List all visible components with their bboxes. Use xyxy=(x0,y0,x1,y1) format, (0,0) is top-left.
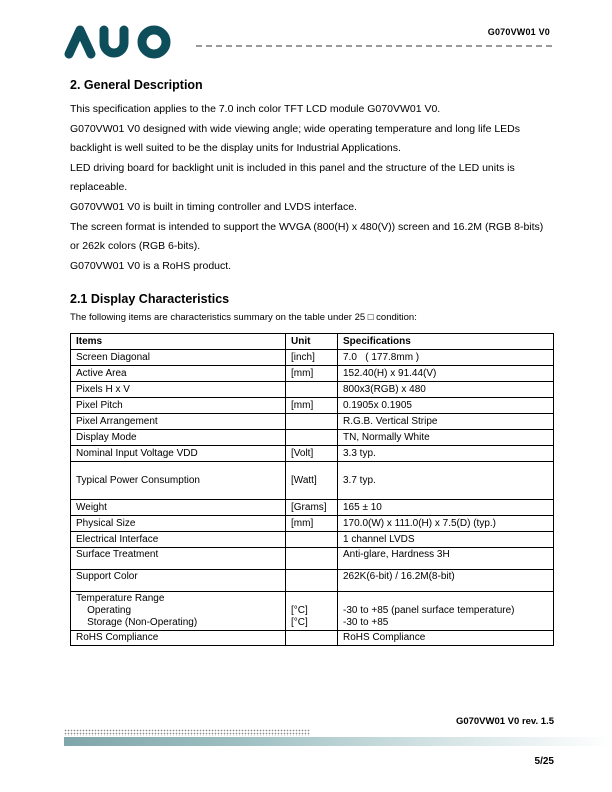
item-cell xyxy=(71,446,286,462)
unit-cell xyxy=(286,398,338,414)
item-cell xyxy=(71,430,286,446)
table-row xyxy=(71,430,554,446)
spec-cell xyxy=(338,430,554,446)
spec-cell xyxy=(338,382,554,398)
item-cell xyxy=(71,516,286,532)
table-row xyxy=(71,382,554,398)
spec-cell xyxy=(338,631,554,646)
item-cell xyxy=(71,532,286,548)
cell-line: Anti-glare, Hardness 3H xyxy=(343,549,450,560)
cell-line: [°C] xyxy=(291,605,308,616)
spec-cell xyxy=(338,398,554,414)
table-row xyxy=(71,350,554,366)
table-row xyxy=(71,414,554,430)
item-cell xyxy=(71,500,286,516)
cell-line: Nominal Input Voltage VDD xyxy=(76,447,198,459)
unit-cell xyxy=(286,548,338,570)
spec-table xyxy=(70,333,554,646)
cell-line: 0.1905x 0.1905 xyxy=(343,399,412,411)
unit-cell xyxy=(286,516,338,532)
unit-cell xyxy=(286,350,338,366)
cell-line: Weight xyxy=(76,501,107,513)
table-row xyxy=(71,366,554,382)
cell-line: Temperature Range xyxy=(76,593,165,604)
spec-table-body xyxy=(71,350,554,646)
item-cell xyxy=(71,398,286,414)
item-cell xyxy=(71,570,286,592)
cell-line: RoHS Compliance xyxy=(76,632,159,643)
table-row xyxy=(71,446,554,462)
cell-line: [Grams] xyxy=(291,501,327,513)
unit-cell xyxy=(286,592,338,631)
auo-logo-icon xyxy=(62,24,174,60)
header-divider xyxy=(196,45,552,47)
cell-line: 262K(6-bit) / 16.2M(8-bit) xyxy=(343,571,455,582)
cell-line xyxy=(291,632,332,644)
item-cell xyxy=(71,350,286,366)
cell-line: 7.0 ( 177.8mm ) xyxy=(343,351,420,363)
item-cell xyxy=(71,366,286,382)
cell-line: [°C] xyxy=(291,617,308,628)
cell-line: R.G.B. Vertical Stripe xyxy=(343,415,438,427)
cell-line: 170.0(W) x 111.0(H) x 7.5(D) (typ.) xyxy=(343,517,496,529)
description-paragraph: G070VW01 V0 designed with wide viewing angle; wide operating temperature and long life LEDs backlight is well suited to be the display units for Industrial Applications. xyxy=(70,123,521,154)
unit-cell xyxy=(286,532,338,548)
footer-dots-decoration xyxy=(64,729,310,736)
table-row xyxy=(71,532,554,548)
cell-line: [mm] xyxy=(291,517,314,529)
cell-line: Physical Size xyxy=(76,517,136,529)
column-header: Items xyxy=(71,334,286,350)
unit-cell xyxy=(286,570,338,592)
cell-line: [mm] xyxy=(291,399,314,411)
cell-line: 800x3(RGB) x 480 xyxy=(343,383,426,395)
cell-line: Support Color xyxy=(76,571,138,582)
doc-number: G070VW01 V0 xyxy=(487,27,550,37)
column-header: Unit xyxy=(286,334,338,350)
cell-line: Operating xyxy=(76,605,132,616)
cell-line: -30 to +85 xyxy=(343,617,389,628)
cell-line: Surface Treatment xyxy=(76,549,159,560)
column-header: Specifications xyxy=(338,334,554,350)
table-row xyxy=(71,462,554,500)
spec-table-header-row xyxy=(71,334,554,350)
cell-line: Typical Power Consumption xyxy=(76,474,200,486)
page-number: 5/25 xyxy=(534,756,554,767)
unit-cell xyxy=(286,462,338,500)
table-row xyxy=(71,592,554,631)
unit-cell xyxy=(286,414,338,430)
table-row xyxy=(71,570,554,592)
general-description-paragraphs xyxy=(70,100,554,276)
table-row xyxy=(71,398,554,414)
item-cell xyxy=(71,631,286,646)
spec-cell xyxy=(338,500,554,516)
spec-cell xyxy=(338,570,554,592)
item-cell xyxy=(71,382,286,398)
description-paragraph: The screen format is intended to support the WVGA (800(H) x 480(V)) screen and 16.2M (RGB 8-bits) or 262k colors (RGB 6-bits). xyxy=(70,221,544,252)
table-row xyxy=(71,631,554,646)
table-intro-text: The following items are characteristics summary on the table under 25 □ condition: xyxy=(70,312,417,323)
cell-line: [Volt] xyxy=(291,447,314,459)
cell-line: Pixels H x V xyxy=(76,383,130,395)
cell-line: Screen Diagonal xyxy=(76,351,150,363)
auo-logo xyxy=(62,24,174,60)
spec-cell xyxy=(338,350,554,366)
spec-table-head xyxy=(71,334,554,350)
spec-cell xyxy=(338,516,554,532)
page-content xyxy=(70,78,554,646)
cell-line: RoHS Compliance xyxy=(343,632,426,643)
item-cell xyxy=(71,592,286,631)
cell-line xyxy=(291,571,332,583)
cell-line: [mm] xyxy=(291,367,314,379)
unit-cell xyxy=(286,500,338,516)
spec-cell xyxy=(338,414,554,430)
spec-cell xyxy=(338,462,554,500)
cell-line: Pixel Pitch xyxy=(76,399,123,411)
unit-cell xyxy=(286,382,338,398)
table-row xyxy=(71,500,554,516)
spec-cell xyxy=(338,548,554,570)
spec-cell xyxy=(338,446,554,462)
description-paragraph: G070VW01 V0 is built in timing controller and LVDS interface. xyxy=(70,201,357,213)
footer-revision: G070VW01 V0 rev. 1.5 xyxy=(455,716,554,727)
cell-line: 1 channel LVDS xyxy=(343,533,415,545)
cell-line: [inch] xyxy=(291,351,315,363)
description-paragraph: LED driving board for backlight unit is included in this panel and the structure of the LED units is replaceable. xyxy=(70,162,515,193)
cell-line xyxy=(291,384,332,396)
item-cell xyxy=(71,414,286,430)
cell-line xyxy=(291,416,332,428)
general-description-heading: 2. General Description xyxy=(70,78,203,92)
spec-cell xyxy=(338,532,554,548)
cell-line: TN, Normally White xyxy=(343,431,430,443)
cell-line xyxy=(291,593,332,605)
unit-cell xyxy=(286,446,338,462)
cell-line: Display Mode xyxy=(76,431,137,443)
cell-line: [Watt] xyxy=(291,474,317,486)
cell-line: 3.7 typ. xyxy=(343,474,376,486)
table-row xyxy=(71,548,554,570)
unit-cell xyxy=(286,366,338,382)
item-cell xyxy=(71,548,286,570)
footer-gradient-bar xyxy=(64,737,612,746)
cell-line: 3.3 typ. xyxy=(343,447,376,459)
unit-cell xyxy=(286,631,338,646)
cell-line: Electrical Interface xyxy=(76,533,159,545)
cell-line xyxy=(291,432,332,444)
unit-cell xyxy=(286,430,338,446)
spec-cell xyxy=(338,592,554,631)
cell-line: Pixel Arrangement xyxy=(76,415,158,427)
cell-line: -30 to +85 (panel surface temperature) xyxy=(343,605,515,616)
description-paragraph: G070VW01 V0 is a RoHS product. xyxy=(70,260,232,272)
description-paragraph: This specification applies to the 7.0 inch color TFT LCD module G070VW01 V0. xyxy=(70,103,441,115)
cell-line: Storage (Non-Operating) xyxy=(76,617,198,628)
cell-line: Active Area xyxy=(76,367,127,379)
display-characteristics-heading: 2.1 Display Characteristics xyxy=(70,292,230,306)
cell-line: 165 ± 10 xyxy=(343,501,382,513)
table-row xyxy=(71,516,554,532)
cell-line xyxy=(291,549,332,561)
cell-line: 152.40(H) x 91.44(V) xyxy=(343,367,437,379)
cell-line xyxy=(343,593,548,605)
cell-line xyxy=(291,534,332,546)
spec-cell xyxy=(338,366,554,382)
item-cell xyxy=(71,462,286,500)
